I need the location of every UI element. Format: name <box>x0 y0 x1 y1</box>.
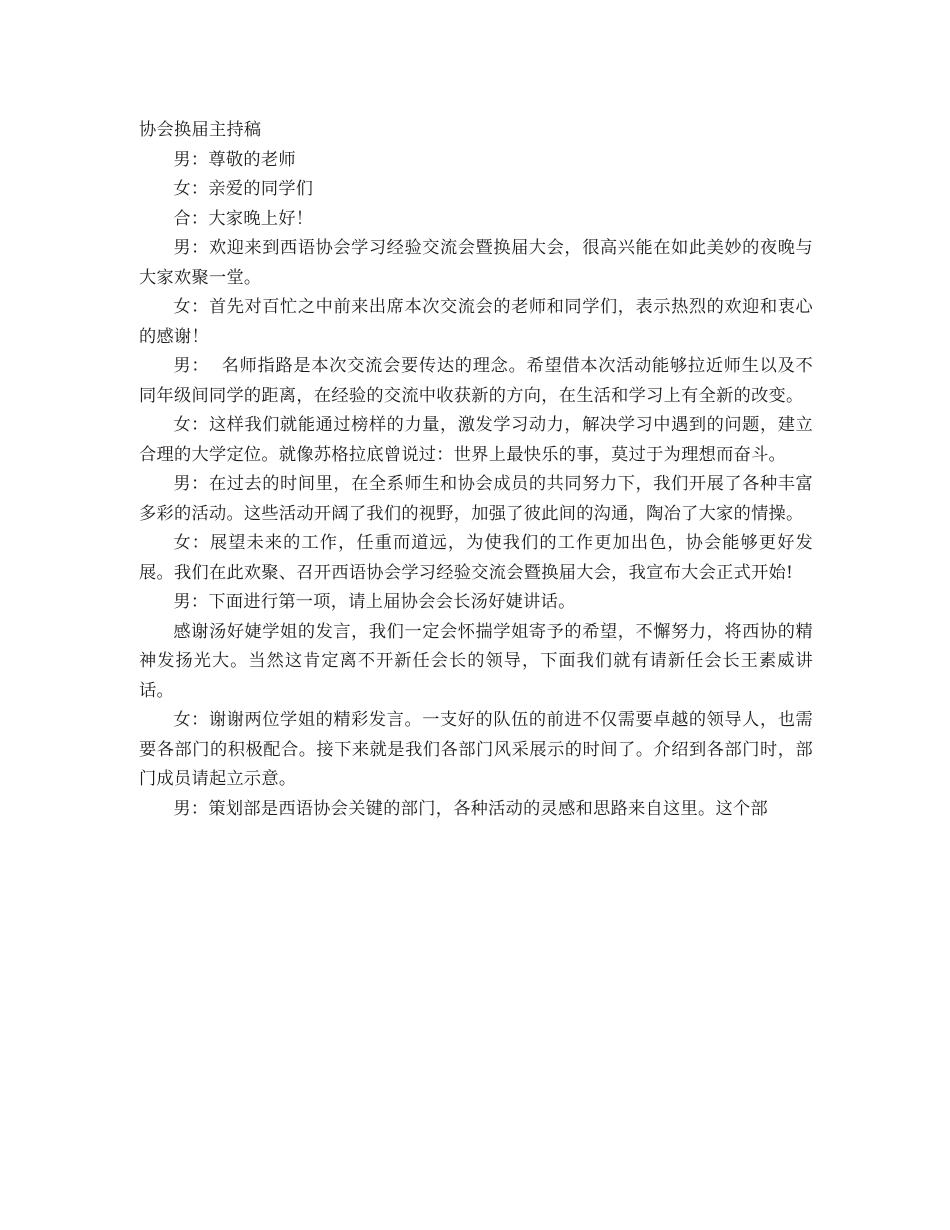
paragraph: 女：这样我们就能通过榜样的力量，激发学习动力，解决学习中遇到的问题，建立合理的大学定位。就像苏格拉底曾说过：世界上最快乐的事，莫过于为理想而奋斗。 <box>139 415 813 465</box>
paragraph: 男：下面进行第一项，请上届协会会长汤好婕讲话。 <box>173 592 576 612</box>
paragraph: 合：大家晚上好！ <box>173 208 314 229</box>
paragraph: 男：策划部是西语协会关键的部门，各种活动的灵感和思路来自这里。这个部 <box>173 798 768 819</box>
paragraph: 女：谢谢两位学姐的精彩发言。一支好的队伍的前进不仅需要卓越的领导人，也需要各部门的积极配合。接下来就是我们各部门风采展示的时间了。介绍到各部门时，部门成员请起立示意。 <box>139 710 813 789</box>
paragraph: 男：尊敬的老师 <box>173 149 296 170</box>
paragraph: 女：展望未来的工作，任重而道远，为使我们的工作更加出色，协会能够更好发展。我们在此欢聚、召开西语协会学习经验交流会暨换届大会，我宣布大会正式开始! <box>139 533 813 583</box>
paragraph: 男： 名师指路是本次交流会要传达的理念。希望借本次活动能够拉近师生以及不同年级间同学的距离，在经验的交流中收获新的方向，在生活和学习上有全新的改变。 <box>139 356 813 406</box>
paragraph: 女：亲爱的同学们 <box>173 179 314 199</box>
paragraph: 男：欢迎来到西语协会学习经验交流会暨换届大会，很高兴能在如此美妙的夜晚与大家欢聚一堂。 <box>139 238 813 288</box>
document-body <box>139 116 813 824</box>
paragraph: 感谢汤好婕学姐的发言，我们一定会怀揣学姐寄予的希望，不懈努力，将西协的精神发扬光大。当然这肯定离不开新任会长的领导，下面我们就有请新任会长王素威讲话。 <box>139 621 813 701</box>
paragraph: 男：在过去的时间里，在全系师生和协会成员的共同努力下，我们开展了各种丰富多彩的活动。这些活动开阔了我们的视野，加强了彼此间的沟通，陶冶了大家的情操。 <box>139 474 813 524</box>
document-title: 协会换届主持稿 <box>139 120 262 140</box>
paragraph: 女：首先对百忙之中前来出席本次交流会的老师和同学们，表示热烈的欢迎和衷心的感谢！ <box>139 297 813 347</box>
